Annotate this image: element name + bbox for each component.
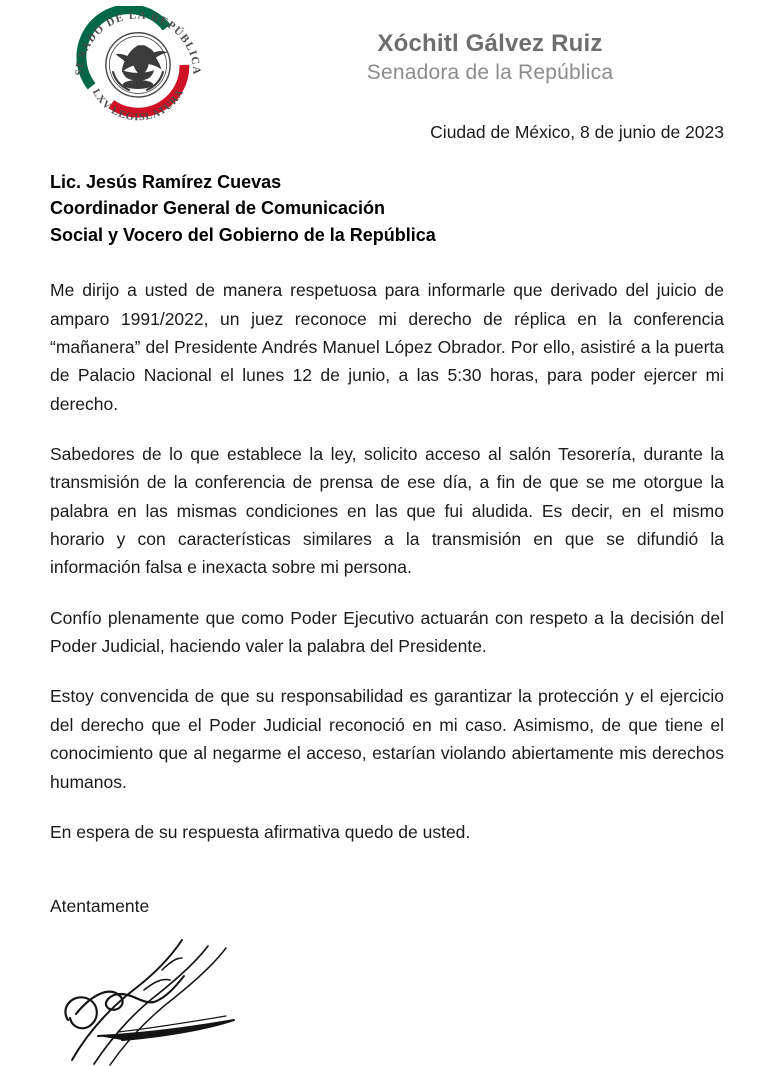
body-paragraph-5: En espera de su respuesta afirmativa quedo de usted. xyxy=(50,821,471,842)
body-paragraph-4: Estoy convencida de que su responsabilidad es garantizar la protección y el ejercicio del derecho que el Poder Judicial reconoció en mi caso. Asimismo, de que tiene el conocimiento que al negarme el acceso, estarían violando abiertamente mis derechos humanos. xyxy=(50,686,724,792)
masthead xyxy=(240,30,740,87)
body-paragraph-2: Sabedores de lo que establece la ley, solicito acceso al salón Tesorería, durante la transmisión de la conferencia de prensa de ese día, a fin de que se me otorgue la palabra en las mismas condiciones en las que fui aludida. Es decir, en el mismo horario y con características similares a la transmisión en que se difundió la información falsa e inexacta sobre mi persona. xyxy=(50,444,724,578)
recipient-line-1: Lic. Jesús Ramírez Cuevas xyxy=(50,172,282,192)
letterhead xyxy=(0,0,768,122)
svg-text:LXV LEGISLATURA: LXV LEGISLATURA xyxy=(89,87,187,122)
senator-role: Senadora de la República xyxy=(366,61,614,85)
svg-text:SENADO DE LA REPÚBLICA: SENADO DE LA REPÚBLICA xyxy=(73,9,203,76)
dateline: Ciudad de México, 8 de junio de 2023 xyxy=(430,122,724,142)
body-paragraph-3: Confío plenamente que como Poder Ejecutivo actuarán con respeto a la decisión del Poder Judicial, haciendo valer la palabra del Presidente. xyxy=(50,607,724,657)
recipient-line-3: Social y Vocero del Gobierno de la República xyxy=(50,224,436,245)
closing-salutation: Atentamente xyxy=(50,896,150,917)
signature-block xyxy=(50,936,724,1056)
body-paragraph-1: Me dirijo a usted de manera respetuosa para informarle que derivado del juicio de amparo 1991/2022, un juez reconoce mi derecho de réplica en la conferencia “mañanera” del Presidente Andrés Manuel López Obrador. Por ello, asistiré a la puerta de Palacio Nacional el lunes 12 de junio, a las 5:30 horas, para poder ejercer mi derecho. xyxy=(50,280,724,414)
handwritten-signature-icon xyxy=(58,936,278,1066)
senator-name: Xóchitl Gálvez Ruiz xyxy=(377,30,603,57)
recipient-line-2: Coordinador General de Comunicación xyxy=(50,198,386,219)
letter-content xyxy=(50,118,724,1056)
mexican-senate-seal-icon xyxy=(66,6,210,122)
recipient-block xyxy=(50,169,724,248)
